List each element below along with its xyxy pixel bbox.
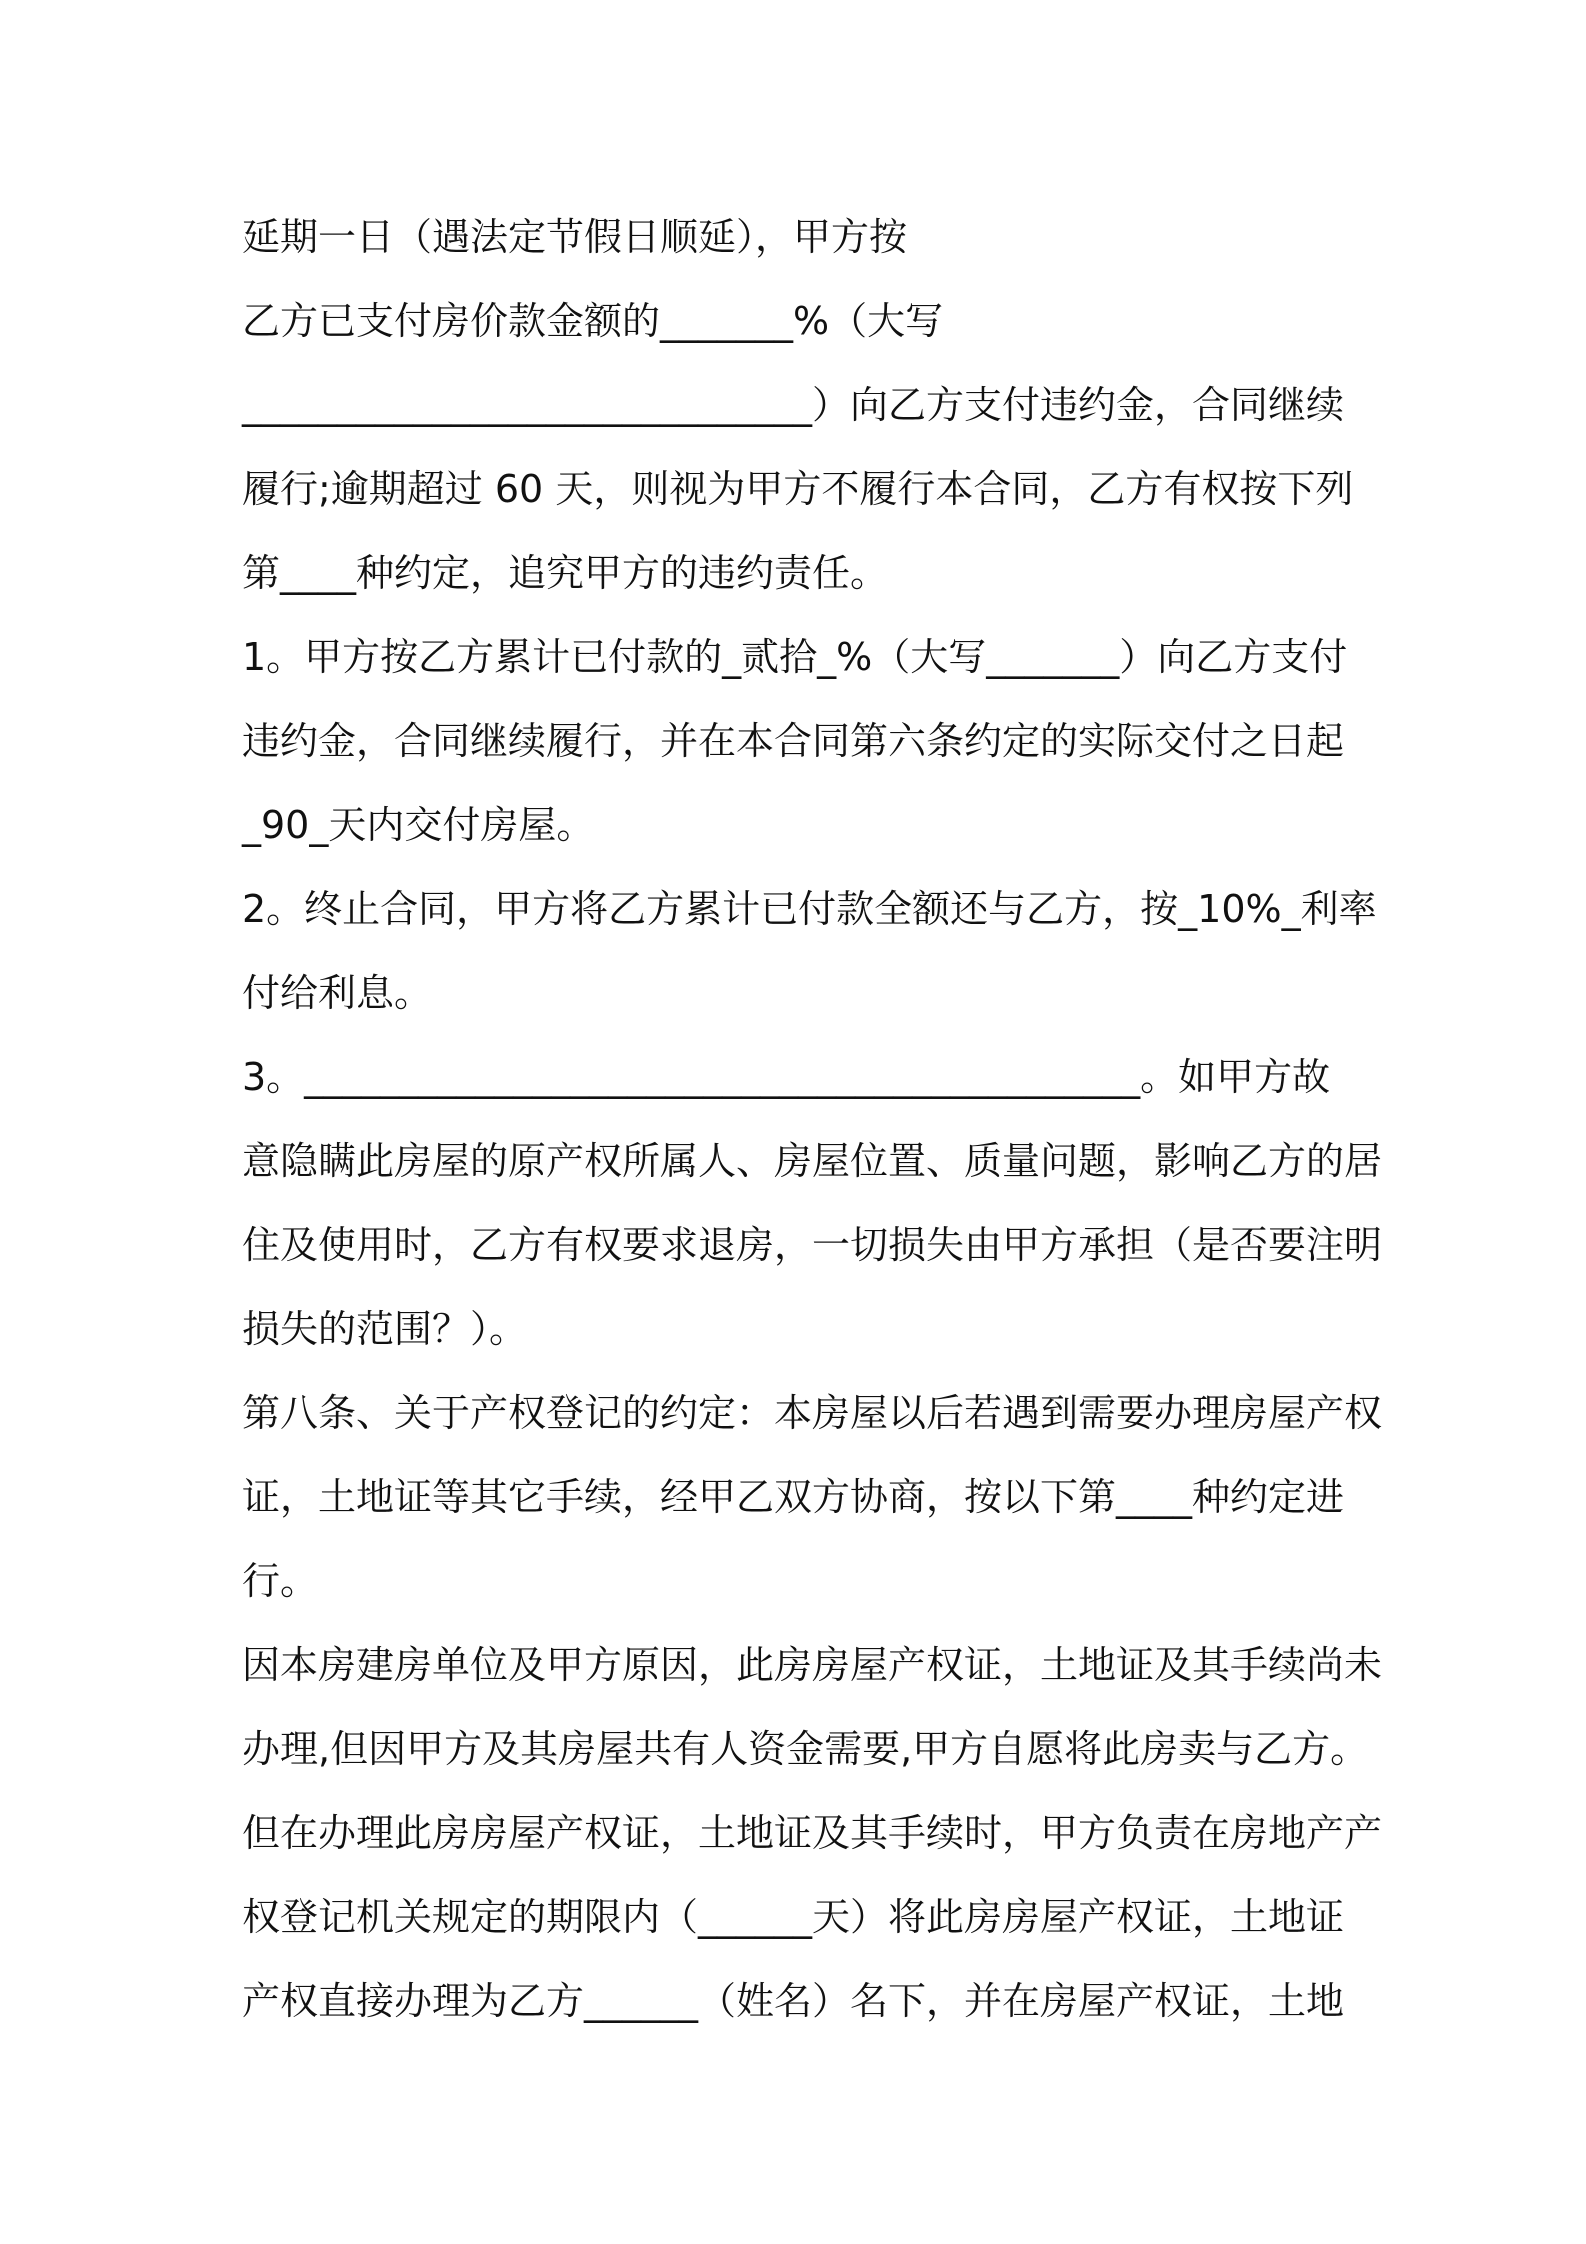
text-line: 权登记机关规定的期限内（______天）将此房房屋产权证，土地证 — [242, 1895, 1345, 1939]
text-line: 履行;逾期超过 60 天，则视为甲方不履行本合同，乙方有权按下列 — [242, 467, 1354, 511]
text-line: 延期一日（遇法定节假日顺延），甲方按 — [242, 215, 908, 259]
contract-text — [242, 195, 1383, 2043]
text-line: 但在办理此房房屋产权证，土地证及其手续时，甲方负责在房地产产 — [242, 1811, 1383, 1855]
text-line: 3。____________________________________________。如甲方故 — [242, 1055, 1331, 1099]
text-line: 行。 — [242, 1559, 319, 1603]
text-line: 付给利息。 — [242, 971, 433, 1015]
text-line: 意隐瞒此房屋的原产权所属人、房屋位置、质量问题，影响乙方的居 — [242, 1139, 1383, 1183]
text-line: ______________________________）向乙方支付违约金，合同继续 — [242, 383, 1345, 427]
text-line: 办理,但因甲方及其房屋共有人资金需要,甲方自愿将此房卖与乙方。 — [242, 1727, 1369, 1771]
text-line: 违约金，合同继续履行，并在本合同第六条约定的实际交付之日起 — [242, 719, 1345, 763]
text-line: 产权直接办理为乙方______（姓名）名下，并在房屋产权证，土地 — [242, 1979, 1345, 2023]
text-line: 乙方已支付房价款金额的_______%（大写 — [242, 299, 944, 343]
text-line: 损失的范围？）。 — [242, 1307, 528, 1351]
text-line: 因本房建房单位及甲方原因，此房房屋产权证，土地证及其手续尚未 — [242, 1643, 1383, 1687]
text-line: 第____种约定，追究甲方的违约责任。 — [242, 551, 889, 595]
text-line: 2。终止合同，甲方将乙方累计已付款全额还与乙方，按_10%_利率 — [242, 887, 1377, 931]
text-line: 第八条、关于产权登记的约定：本房屋以后若遇到需要办理房屋产权 — [242, 1391, 1383, 1435]
text-line: 证，土地证等其它手续，经甲乙双方协商，按以下第____种约定进 — [242, 1475, 1345, 1519]
text-line: 住及使用时，乙方有权要求退房，一切损失由甲方承担（是否要注明 — [242, 1223, 1383, 1267]
text-line: 1。甲方按乙方累计已付款的_贰拾_%（大写_______）向乙方支付 — [242, 635, 1348, 679]
text-line: _90_天内交付房屋。 — [242, 803, 595, 847]
